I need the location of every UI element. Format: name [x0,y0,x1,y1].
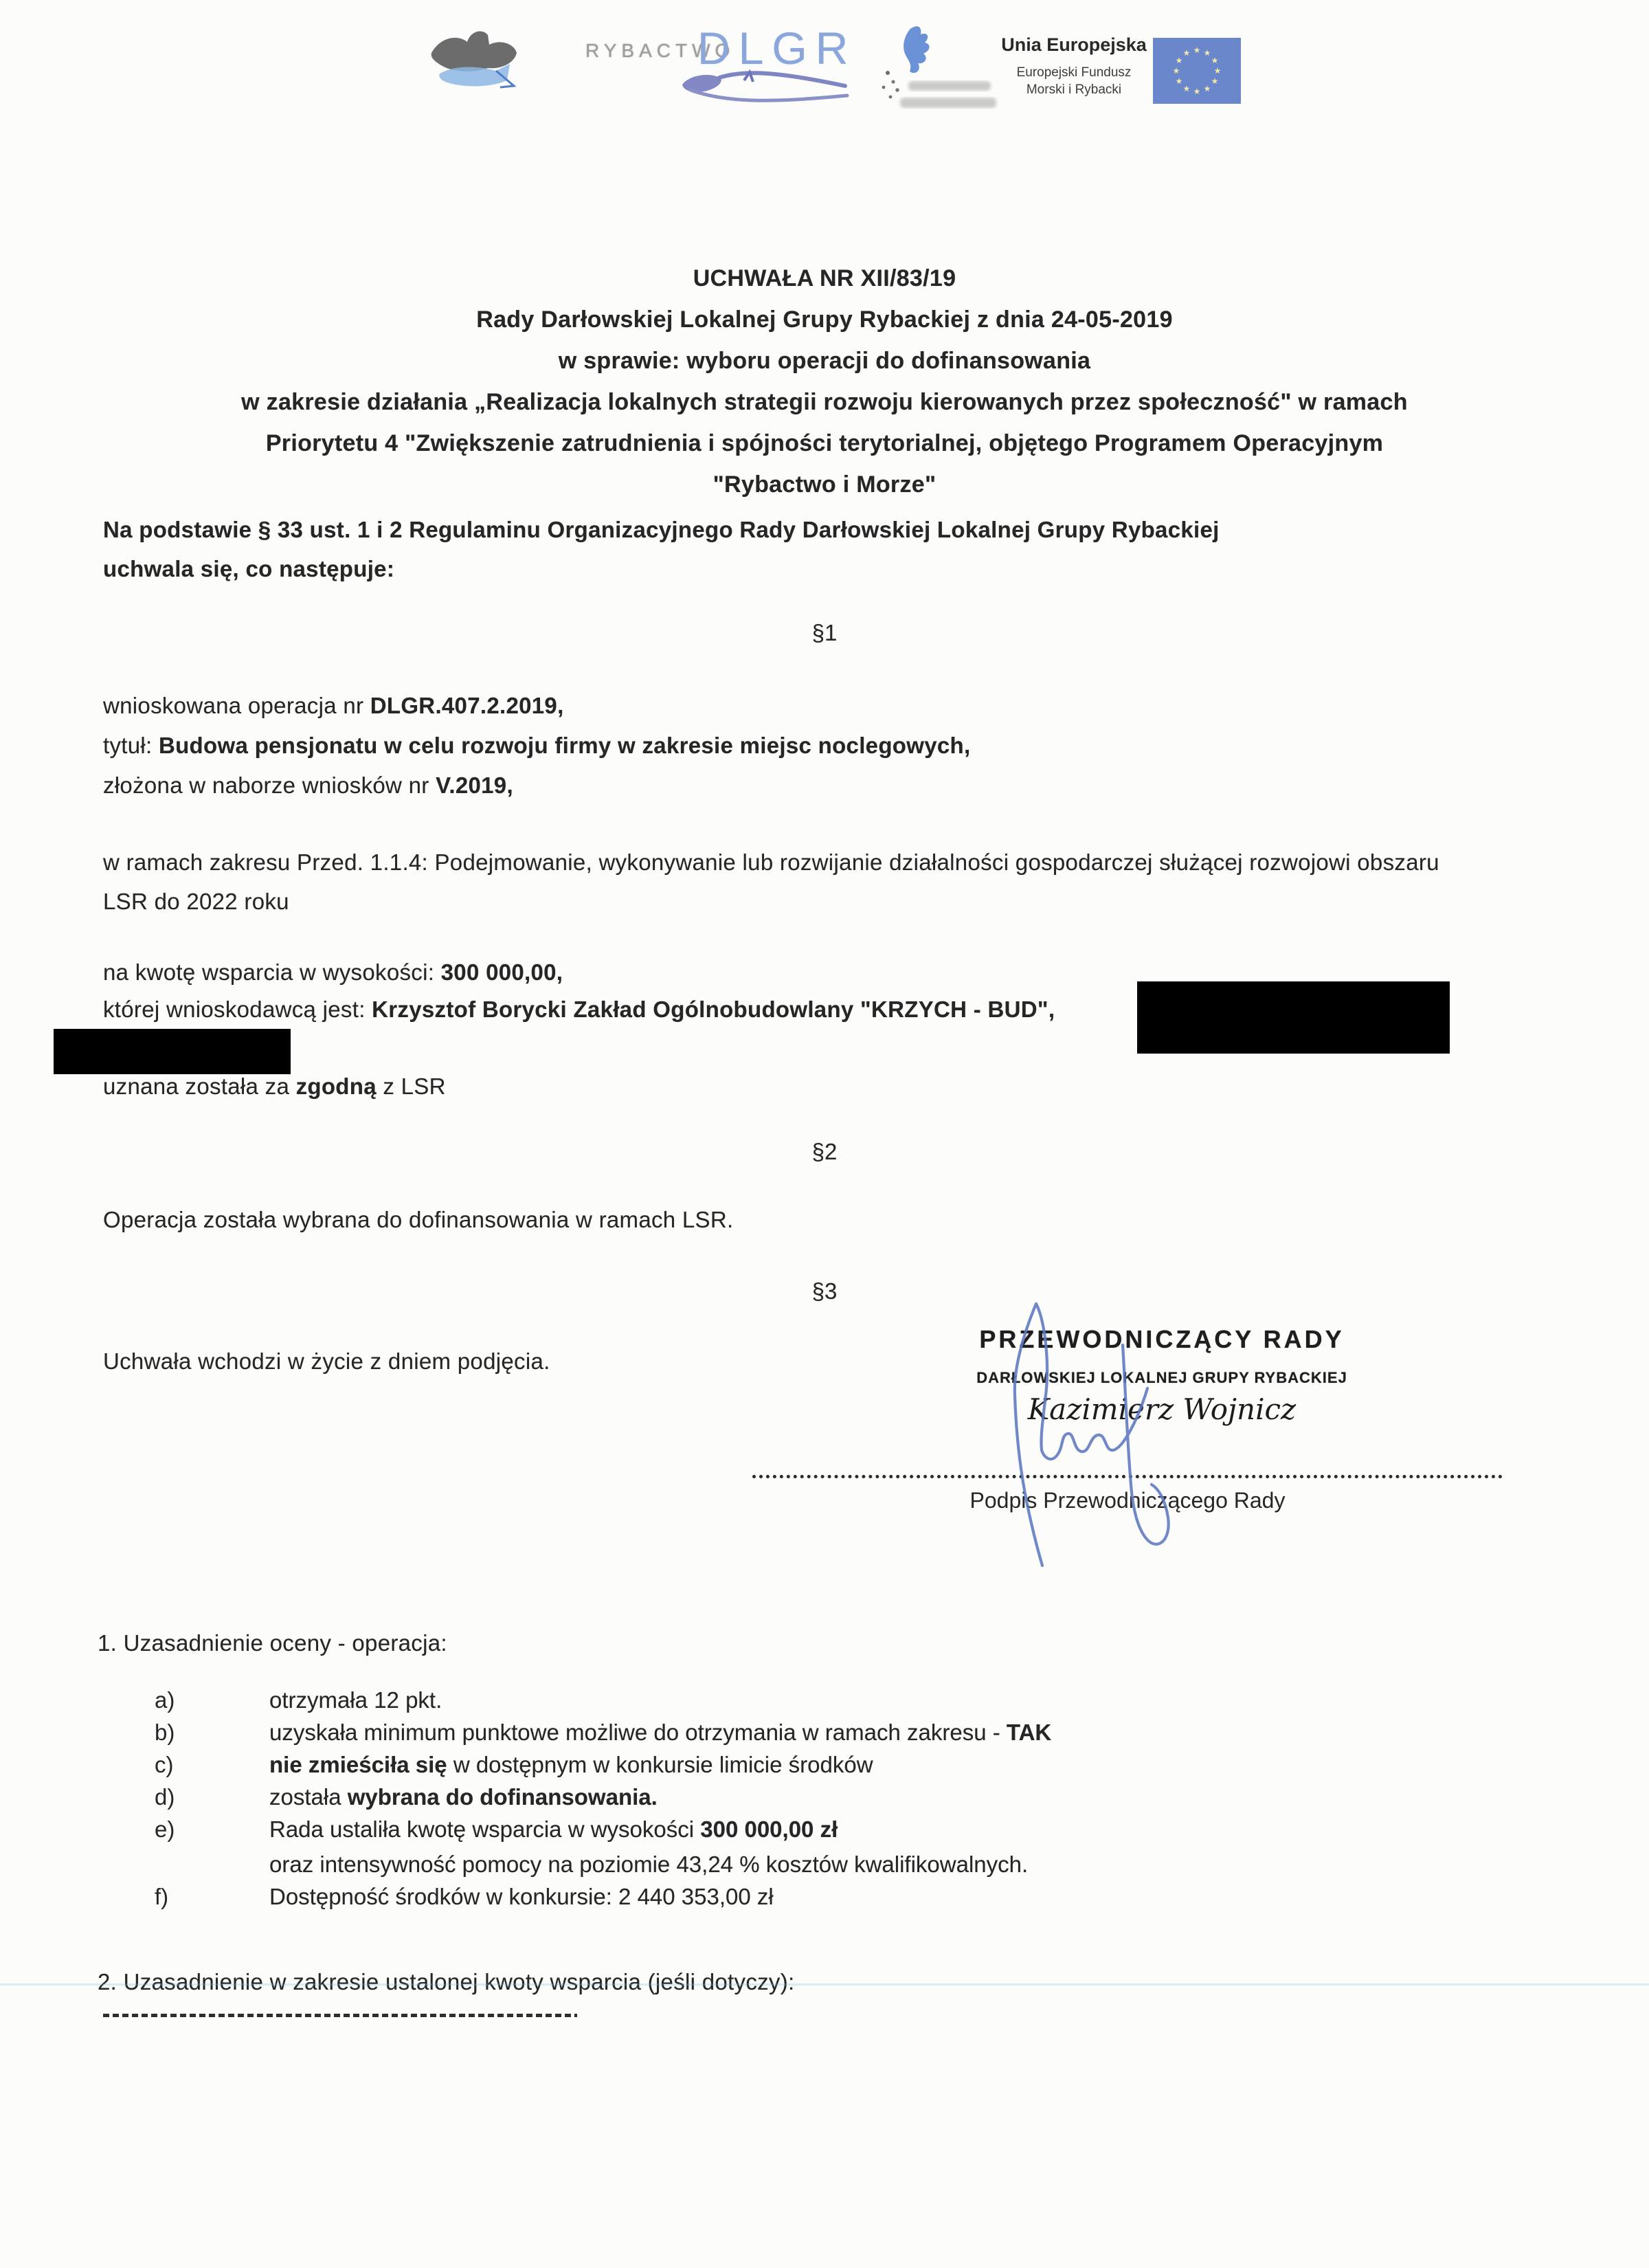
justification-heading-2: 2. Uzasadnienie w zakresie ustalonej kwoty wsparcia (jeśli dotyczy): [98,1969,795,1994]
empty-answer-dashes [103,2014,577,2017]
text-segment: Dostępność środków w konkursie: 2 440 353,00 zł [269,1884,774,1909]
text-segment: została [269,1784,348,1810]
text-segment: w dostępnym w konkursie limicie środków [447,1752,873,1777]
text-segment: Rada ustaliła kwotę wsparcia w wysokości [269,1816,701,1842]
operation-title-line [103,733,970,759]
eu-flag-icon [1153,38,1241,104]
list-label: e) [155,1816,175,1842]
list-text [269,1852,1028,1878]
list-label: a) [155,1687,175,1713]
compliance-term: zgodną [295,1074,377,1099]
svg-text:★: ★ [1213,66,1222,76]
eu-line1: Unia Europejska [1001,34,1147,55]
text-segment: złożona w naborze wniosków nr [103,772,436,798]
eu-line3: Morski i Rybacki [1026,82,1122,97]
title-line-5: Priorytetu 4 "Zwiększenie zatrudnienia i spójności terytorialnej, objętego Programem Operacyjnym [265,430,1384,456]
list-text [269,1784,658,1810]
list-label: d) [155,1784,175,1810]
applicant-line [103,997,1055,1023]
preamble-line-1: Na podstawie § 33 ust. 1 i 2 Regulaminu Organizacyjnego Rady Darłowskiej Lokalnej Grupy Rybackiej [103,517,1220,542]
title-line-4: w zakresie działania „Realizacja lokalnych strategii rozwoju kierowanych przez społeczność" w ramach [241,389,1408,415]
scope-line-2: LSR do 2022 roku [103,889,289,914]
redaction-box-address-1 [1137,981,1450,1054]
justification-heading-1: 1. Uzasadnienie oceny - operacja: [98,1630,447,1656]
call-number: V.2019, [436,772,513,798]
scope-line-1: w ramach zakresu Przed. 1.1.4: Podejmowanie, wykonywanie lub rozwijanie działalności gospodarczej służącej rozwojowi obszaru [103,849,1439,875]
section-1-mark: §1 [811,620,838,645]
list-text [269,1687,442,1713]
dlgr-logo-text: DLGR [697,23,857,74]
amount-line [103,959,563,986]
text-segment: wybrana do dofinansowania. [347,1784,658,1810]
signature-caption: Podpis Przewodniczącego Rady [969,1488,1286,1513]
text-segment: uzyskała minimum punktowe możliwe do otrzymania w ramach zakresu - [269,1720,1007,1745]
svg-text:★: ★ [1203,48,1211,58]
list-text [269,1884,774,1910]
svg-text:★: ★ [1175,76,1183,86]
list-label: c) [155,1752,174,1777]
svg-text:★: ★ [1211,56,1219,65]
handwritten-signature [976,1278,1209,1594]
list-label: f) [155,1884,169,1909]
stamp-line-2: DARŁOWSKIEJ LOKALNEJ GRUPY RYBACKIEJ [976,1369,1347,1386]
list-label: b) [155,1720,175,1745]
text-segment: wnioskowana operacja nr [103,693,370,718]
eu-emblem-text [988,34,1160,98]
amount-value: 300 000,00, [440,959,563,985]
text-segment: otrzymała 12 pkt. [269,1687,442,1713]
list-text [269,1816,838,1843]
title-line-6: "Rybactwo i Morze" [713,471,936,498]
title-line-3: w sprawie: wyboru operacji do dofinansowania [558,348,1091,374]
compliance-line [103,1074,446,1100]
title-line-1: UCHWAŁA NR XII/83/19 [693,265,956,291]
svg-text:★: ★ [1211,76,1219,86]
section-2-text: Operacja została wybrana do dofinansowania w ramach LSR. [103,1207,734,1232]
svg-text:★: ★ [1193,87,1201,96]
rybactwo-logo-icon [419,24,591,100]
scanner-artifact-line [0,1983,1649,1986]
text-segment: TAK [1006,1720,1052,1745]
operation-number-line [103,693,564,719]
rybactwo-logo-text: RYBACTWO [585,40,735,61]
dlgr-logo-wave-icon [677,65,855,110]
section-2-mark: §2 [811,1139,838,1164]
text-segment: nie zmieściła się [269,1752,447,1777]
svg-text:★: ★ [1172,66,1180,76]
text-segment: uznana została za [103,1074,296,1099]
text-segment: tytuł: [103,733,159,758]
svg-text:★: ★ [1175,56,1183,65]
operation-number: DLGR.407.2.2019, [370,693,564,718]
stamp-facsimile-name: Kazimierz Wojnicz [1027,1392,1297,1426]
text-segment: z LSR [376,1074,446,1099]
list-text [269,1752,873,1778]
title-line-2: Rady Darłowskiej Lokalnej Grupy Rybackiej z dnia 24-05-2019 [476,307,1173,333]
svg-text:★: ★ [1203,84,1211,93]
applicant-name: Krzysztof Borycki Zakład Ogólnobudowlany "KRZYCH - BUD", [372,997,1055,1022]
svg-text:★: ★ [1182,48,1191,58]
text-segment: na kwotę wsparcia w wysokości: [103,959,441,985]
operation-title: Budowa pensjonatu w celu rozwoju firmy w zakresie miejsc noclegowych, [158,733,971,758]
section-3-mark: §3 [811,1278,838,1304]
text-segment: której wnioskodawcą jest: [103,997,372,1022]
eu-line2: Europejski Fundusz [1016,65,1132,80]
redaction-box-address-2 [54,1029,291,1074]
preamble-line-2: uchwala się, co następuje: [103,556,395,581]
stamp-line-1: PRZEWODNICZĄCY RADY [979,1325,1345,1353]
svg-text:★: ★ [1193,45,1201,55]
svg-text:★: ★ [1182,84,1191,93]
list-text [269,1720,1051,1746]
call-number-line [103,772,513,799]
text-segment: 300 000,00 zł [700,1816,838,1842]
section-3-text: Uchwała wchodzi w życie z dniem podjęcia. [103,1348,550,1374]
text-segment: oraz intensywność pomocy na poziomie 43,24 % kosztów kwalifikowalnych. [269,1852,1029,1877]
